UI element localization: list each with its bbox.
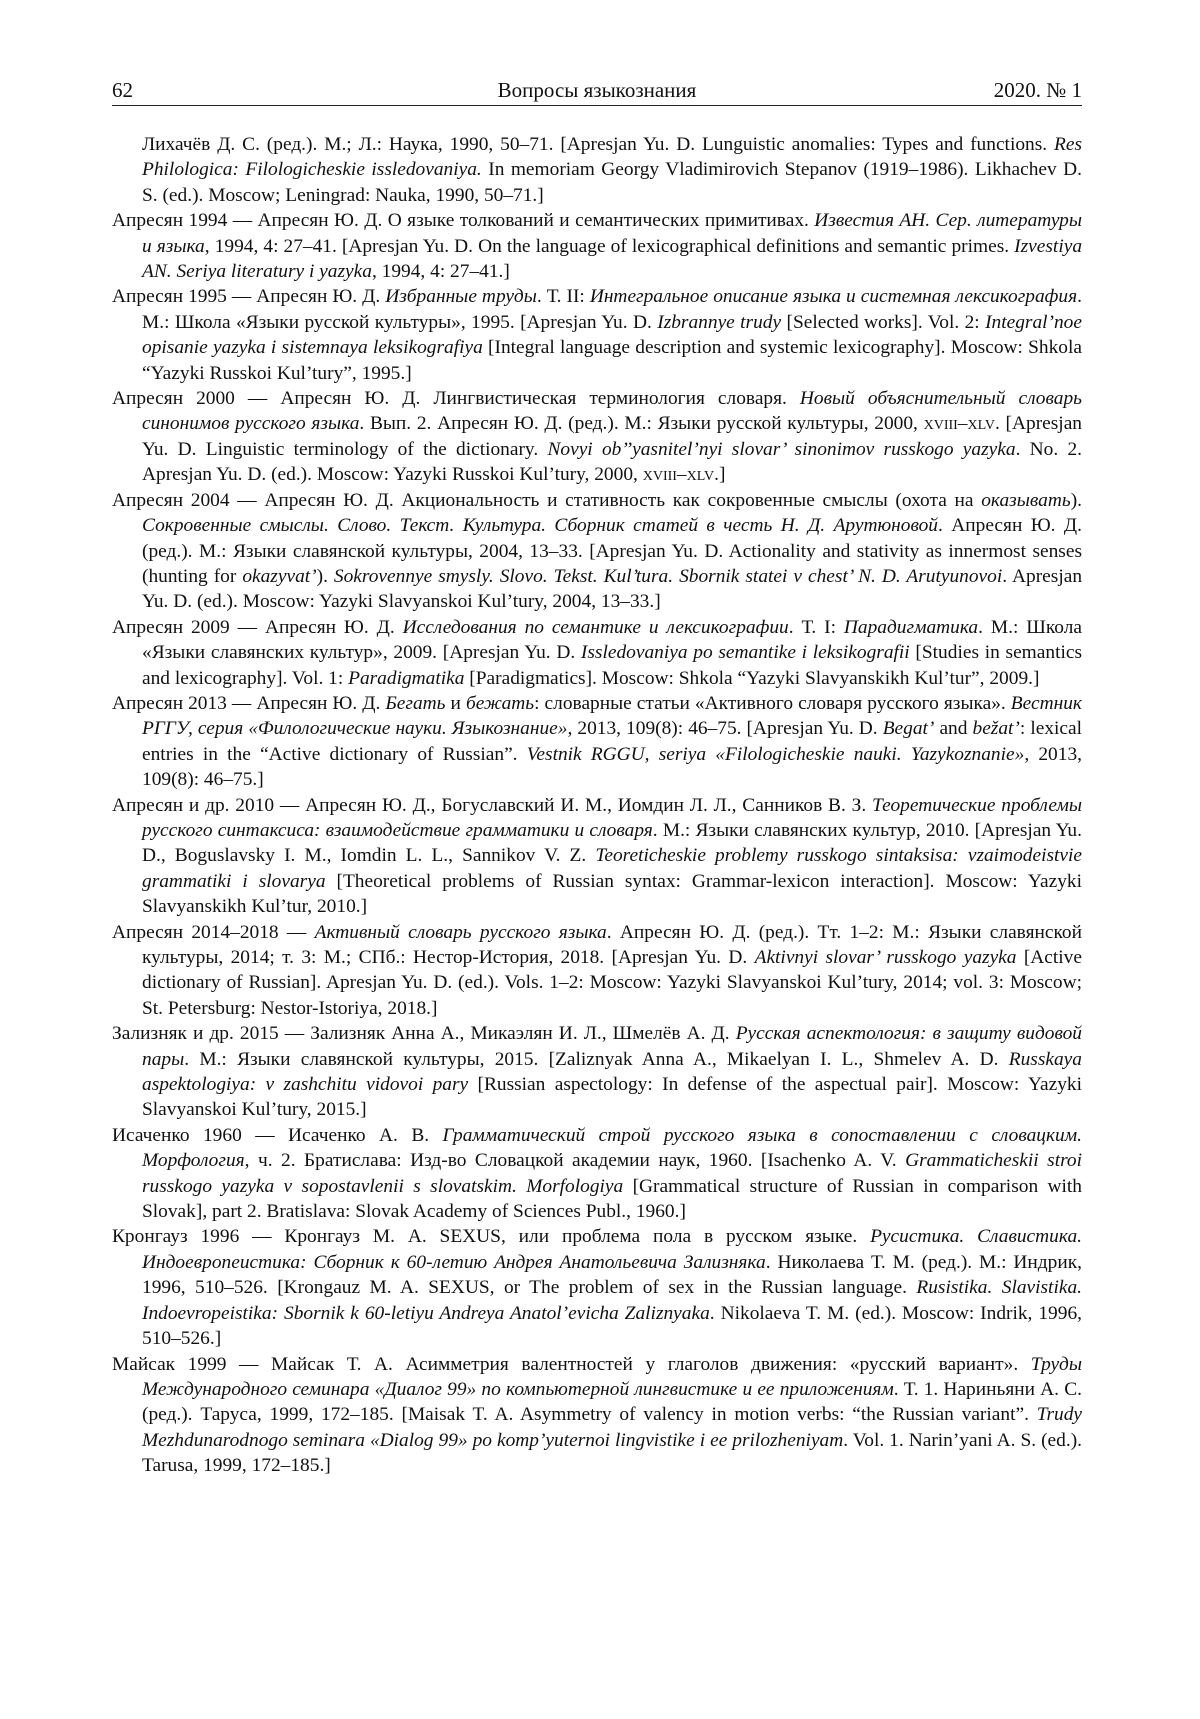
reference-title-italic: Вестник РГГУ, серия «Филологические науки. Языкознание» xyxy=(142,692,1082,740)
reference-title-italic: Интегральное описание языка и системная лексикография xyxy=(589,286,1078,308)
reference-text: . Т. II: xyxy=(536,286,590,308)
reference-text: , 2013, 109(8): 46–75. [Apresjan Yu. D. xyxy=(567,718,883,740)
reference-entry xyxy=(112,1224,1082,1351)
reference-text: , ч. 2. Братислава: Изд-во Словацкой академии наук, 1960. [Isachenko A. V. xyxy=(244,1150,906,1172)
reference-title-italic: Grammaticheskii stroi russkogo yazyka v sopostavlenii s slovatskim. Morfologiya xyxy=(142,1150,1082,1197)
reference-text: : словарные статьи «Активного словаря русского языка». xyxy=(534,692,1011,714)
reference-text: [Russian aspectology: In defense of the aspectual pair]. Moscow: Yazyki Slavyanskoi Kul’tury, 2015.] xyxy=(142,1074,1083,1121)
reference-title-italic: bežat’ xyxy=(972,718,1020,740)
reference-text: . [Apresjan Yu. D. Linguistic terminology of the dictionary. xyxy=(142,413,1082,460)
reference-text: : lexical entries in the “Active dictionary of Russian”. xyxy=(142,718,1083,765)
reference-title-italic: Izbrannye trudy xyxy=(657,311,782,333)
reference-text: . М.: Языки славянской культуры, 2015. [Zaliznyak Anna A., Mikaelyan I. L., Shmelev A. D. xyxy=(184,1048,1009,1070)
reference-text: [Paradigmatics]. Moscow: Shkola “Yazyki Slavyanskikh Kul’tur”, 2009.] xyxy=(464,667,1040,689)
reference-title-italic: Грамматический строй русского языка в сопоставлении с словацким. Морфология xyxy=(142,1124,1082,1172)
reference-entry xyxy=(112,386,1082,488)
reference-text: ). xyxy=(316,565,334,587)
reference-text: Апресян 2000 — Апресян Ю. Д. Лингвистическая терминология словаря. xyxy=(112,388,800,410)
reference-title-italic: Begat’ xyxy=(882,718,935,740)
reference-text: . Nikolaeva T. M. (ed.). Moscow: Indrik, 1996, 510–526.] xyxy=(142,1302,1082,1350)
reference-entry xyxy=(112,208,1082,284)
reference-text: xviii–xlv xyxy=(642,464,715,486)
reference-text: ). xyxy=(1070,489,1082,511)
reference-text: Апресян 1995 — Апресян Ю. Д. xyxy=(112,286,386,308)
reference-text: [Studies in semantics and lexicography]. Vol. 1: xyxy=(142,642,1082,689)
reference-text: and xyxy=(934,718,973,740)
reference-text: Апресян 2013 — Апресян Ю. Д. xyxy=(112,692,386,714)
reference-title-italic: Rusistika. Slavistika. Indoevropeistika: Sbornik k 60-letiyu Andreya Anatol’evicha Zaliznyaka xyxy=(142,1277,1082,1324)
reference-title-italic: Res Philologica: Filologicheskie issledovaniya. xyxy=(142,134,1082,181)
issue-label: 2020. № 1 xyxy=(993,78,1082,102)
reference-title-italic: Novyi ob’’yasnitel’nyi slovar’ sinonimov russkogo yazyka xyxy=(547,438,1016,460)
reference-entry xyxy=(112,691,1082,793)
reference-text: . Апресян Ю. Д. (ред.). М.: Языки славянской культуры, 2004, 13–33. [Apresjan Yu. D. Actionality and stativity as innermost senses (hunting for xyxy=(142,515,1082,587)
reference-text: Кронгауз 1996 — Кронгауз М. А. SEXUS, или проблема пола в русском языке. xyxy=(112,1226,871,1248)
reference-title-italic: Paradigmatika xyxy=(348,667,465,689)
reference-title-italic: Русская аспектология: в защиту видовой пары xyxy=(142,1023,1082,1070)
reference-text: [Theoretical problems of Russian syntax: Grammar-lexicon interaction]. Moscow: Yazyki Slavyanskikh Kul’tur, 2010.] xyxy=(142,870,1082,918)
reference-text: , 1994, 4: 27–41. [Apresjan Yu. D. On the language of lexicographical definitions and semantic primes. xyxy=(204,235,1015,257)
reference-text: . No. 2. Apresjan Yu. D. (ed.). Moscow: Yazyki Russkoi Kul’tury, 2000, xyxy=(142,438,1082,486)
reference-title-italic: Бегать xyxy=(385,692,446,714)
reference-title-italic: Новый объяснительный словарь синонимов русского языка xyxy=(142,388,1082,435)
reference-text: [Integral language description and systemic lexicography]. Moscow: Shkola “Yazyki Russkoi Kul’tury”, 1995.] xyxy=(142,337,1082,384)
reference-text: , 2013, 109(8): 46–75.] xyxy=(142,743,1082,791)
reference-title-italic: Сокровенные смыслы. Слово. Текст. Культура. Сборник статей в честь Н. Д. Арутюновой xyxy=(142,515,938,537)
reference-entry xyxy=(112,920,1082,1022)
reference-text: Исаченко 1960 — Исаченко А. В. xyxy=(112,1124,443,1146)
reference-text: . М.: Языки славянских культур, 2010. [Apresjan Yu. D., Boguslavsky I. M., Iomdin L. L., Sannikov V. Z. xyxy=(142,819,1082,867)
reference-text: , 1994, 4: 27–41.] xyxy=(371,261,510,283)
reference-title-italic: бежать xyxy=(465,692,535,714)
reference-entry xyxy=(112,615,1082,691)
reference-entry xyxy=(112,488,1082,615)
reference-title-italic: Исследования по семантике и лексикографии xyxy=(402,616,789,638)
reference-title-italic: Избранные труды xyxy=(385,286,537,308)
reference-text: Зализняк и др. 2015 — Зализняк Анна А., Микаэлян И. Л., Шмелёв А. Д. xyxy=(112,1023,736,1045)
reference-text: Апресян 2004 — Апресян Ю. Д. Акциональность и стативность как сокровенные смыслы (охота на xyxy=(112,489,982,511)
reference-text: Апресян и др. 2010 — Апресян Ю. Д., Богуславский И. М., Иомдин Л. Л., Санников В. З. xyxy=(112,794,873,816)
page-number: 62 xyxy=(112,78,133,102)
reference-text: . Т. 1. Нариньяни А. С. (ред.). Таруса, 1999, 172–185. [Maisak T. A. Asymmetry of valency in motion verbs: “the Russian variant”. xyxy=(142,1378,1082,1426)
journal-title: Вопросы языкознания xyxy=(497,78,697,102)
reference-entry xyxy=(112,132,1082,208)
reference-entry xyxy=(112,793,1082,920)
reference-text: . Т. I: xyxy=(788,616,844,638)
reference-text: Апресян 2014–2018 — xyxy=(112,921,315,943)
reference-title-italic: Russkaya aspektologiya: v zashchitu vidovoi pary xyxy=(142,1048,1082,1096)
reference-title-italic: Teoreticheskie problemy russkogo sintaksisa: vzaimodeistvie grammatiki i slovarya xyxy=(142,845,1082,892)
reference-text: . Николаева Т. М. (ред.). М.: Индрик, 1996, 510–526. [Krongauz M. A. SEXUS, or The problem of sex in the Russian language. xyxy=(142,1251,1082,1299)
reference-text: . Вып. 2. Апресян Ю. Д. (ред.). М.: Языки русской культуры, 2000, xyxy=(359,413,924,435)
reference-title-italic: Trudy Mezhdunarodnogo seminara «Dialog 99» po komp’yuternoi lingvistike i ee prilozheniyam xyxy=(142,1404,1082,1451)
reference-entry xyxy=(112,1123,1082,1225)
reference-title-italic: Парадигматика xyxy=(843,616,979,638)
reference-text: . Apresjan Yu. D. (ed.). Moscow: Yazyki Slavyanskoi Kul’tury, 2004, 13–33.] xyxy=(142,565,1083,613)
reference-text: [Grammatical structure of Russian in comparison with Slovak], part 2. Bratislava: Slovak Academy of Sciences Publ., 1960.] xyxy=(142,1175,1082,1223)
reference-title-italic: Известия АН. Сер. литературы и языка xyxy=(142,210,1082,257)
running-header xyxy=(112,75,1082,106)
reference-title-italic: Aktivnyi slovar’ russkogo yazyka xyxy=(754,947,1017,968)
reference-title-italic: Русистика. Славистика. Индоевропеистика: Сборник к 60-летию Андрея Анатольевича Зализняка xyxy=(142,1226,1082,1273)
reference-title-italic: Труды Международного семинара «Диалог 99» по компьютерной лингвистике и ее приложениям xyxy=(142,1353,1082,1400)
reference-text: Лихачёв Д. С. (ред.). М.; Л.: Наука, 1990, 50–71. [Apresjan Yu. D. Lunguistic anomalies: Types and functions. xyxy=(142,134,1054,155)
reference-text: и xyxy=(445,692,466,714)
reference-entry xyxy=(112,1352,1082,1479)
reference-title-italic: Sokrovennye smysly. Slovo. Tekst. Kul’tura. Sbornik statei v chest’ N. D. Arutyunovoi xyxy=(333,565,1003,587)
reference-text: .] xyxy=(714,464,726,486)
reference-title-italic: Теоретические проблемы русского синтаксиса: взаимодействие грамматики и словаря xyxy=(142,794,1082,841)
reference-text: . М.: Школа «Языки русской культуры», 1995. [Apresjan Yu. D. xyxy=(142,286,1082,333)
reference-text: Апресян 2009 — Апресян Ю. Д. xyxy=(112,616,403,638)
reference-list xyxy=(112,132,1082,1479)
reference-text: Апресян 1994 — Апресян Ю. Д. О языке толкований и семантических примитивах. xyxy=(112,210,815,232)
reference-text: [Selected works]. Vol. 2: xyxy=(781,311,986,333)
reference-title-italic: Integral’noe opisanie yazyka i sistemnaya leksikografiya xyxy=(142,311,1082,359)
reference-title-italic: Issledovaniya po semantike i leksikografii xyxy=(580,642,910,664)
reference-text: [Active dictionary of Russian]. Apresjan Yu. D. (ed.). Vols. 1–2: Moscow: Yazyki Slavyanskoi Kul’tury, 2014; vol. 3: Moscow; St. Petersburg: Nestor-Istoriya, 2018.] xyxy=(142,947,1082,1019)
reference-title-italic: оказывать xyxy=(981,489,1071,511)
reference-text: Майсак 1999 — Майсак Т. А. Асимметрия валентностей у глаголов движения: «русский вариант». xyxy=(112,1353,1031,1375)
reference-text: . Апресян Ю. Д. (ред.). Тт. 1–2: М.: Языки славянской культуры, 2014; т. 3: М.; СПб.: Нестор-История, 2018. [Apresjan Yu. D. xyxy=(142,921,1082,968)
reference-entry xyxy=(112,1021,1082,1123)
reference-text: xviii–xlv xyxy=(923,413,995,435)
reference-title-italic: Vestnik RGGU, seriya «Filologicheskie nauki. Yazykoznanie» xyxy=(526,743,1025,765)
reference-text: . Vol. 1. Narin’yani A. S. (ed.). Tarusa, 1999, 172–185.] xyxy=(142,1429,1082,1477)
reference-text: . М.: Школа «Языки славянских культур», 2009. [Apresjan Yu. D. xyxy=(142,616,1082,664)
reference-title-italic: Izvestiya AN. Seriya literatury i yazyka xyxy=(142,235,1083,283)
reference-text: In memoriam Georgy Vladimirovich Stepanov (1919–1986). Likhachev D. S. (ed.). Moscow; Leningrad: Nauka, 1990, 50–71.] xyxy=(142,159,1082,206)
reference-entry xyxy=(112,284,1082,386)
reference-title-italic: Активный словарь русского языка xyxy=(314,921,607,943)
reference-title-italic: okazyvat’ xyxy=(242,565,317,587)
